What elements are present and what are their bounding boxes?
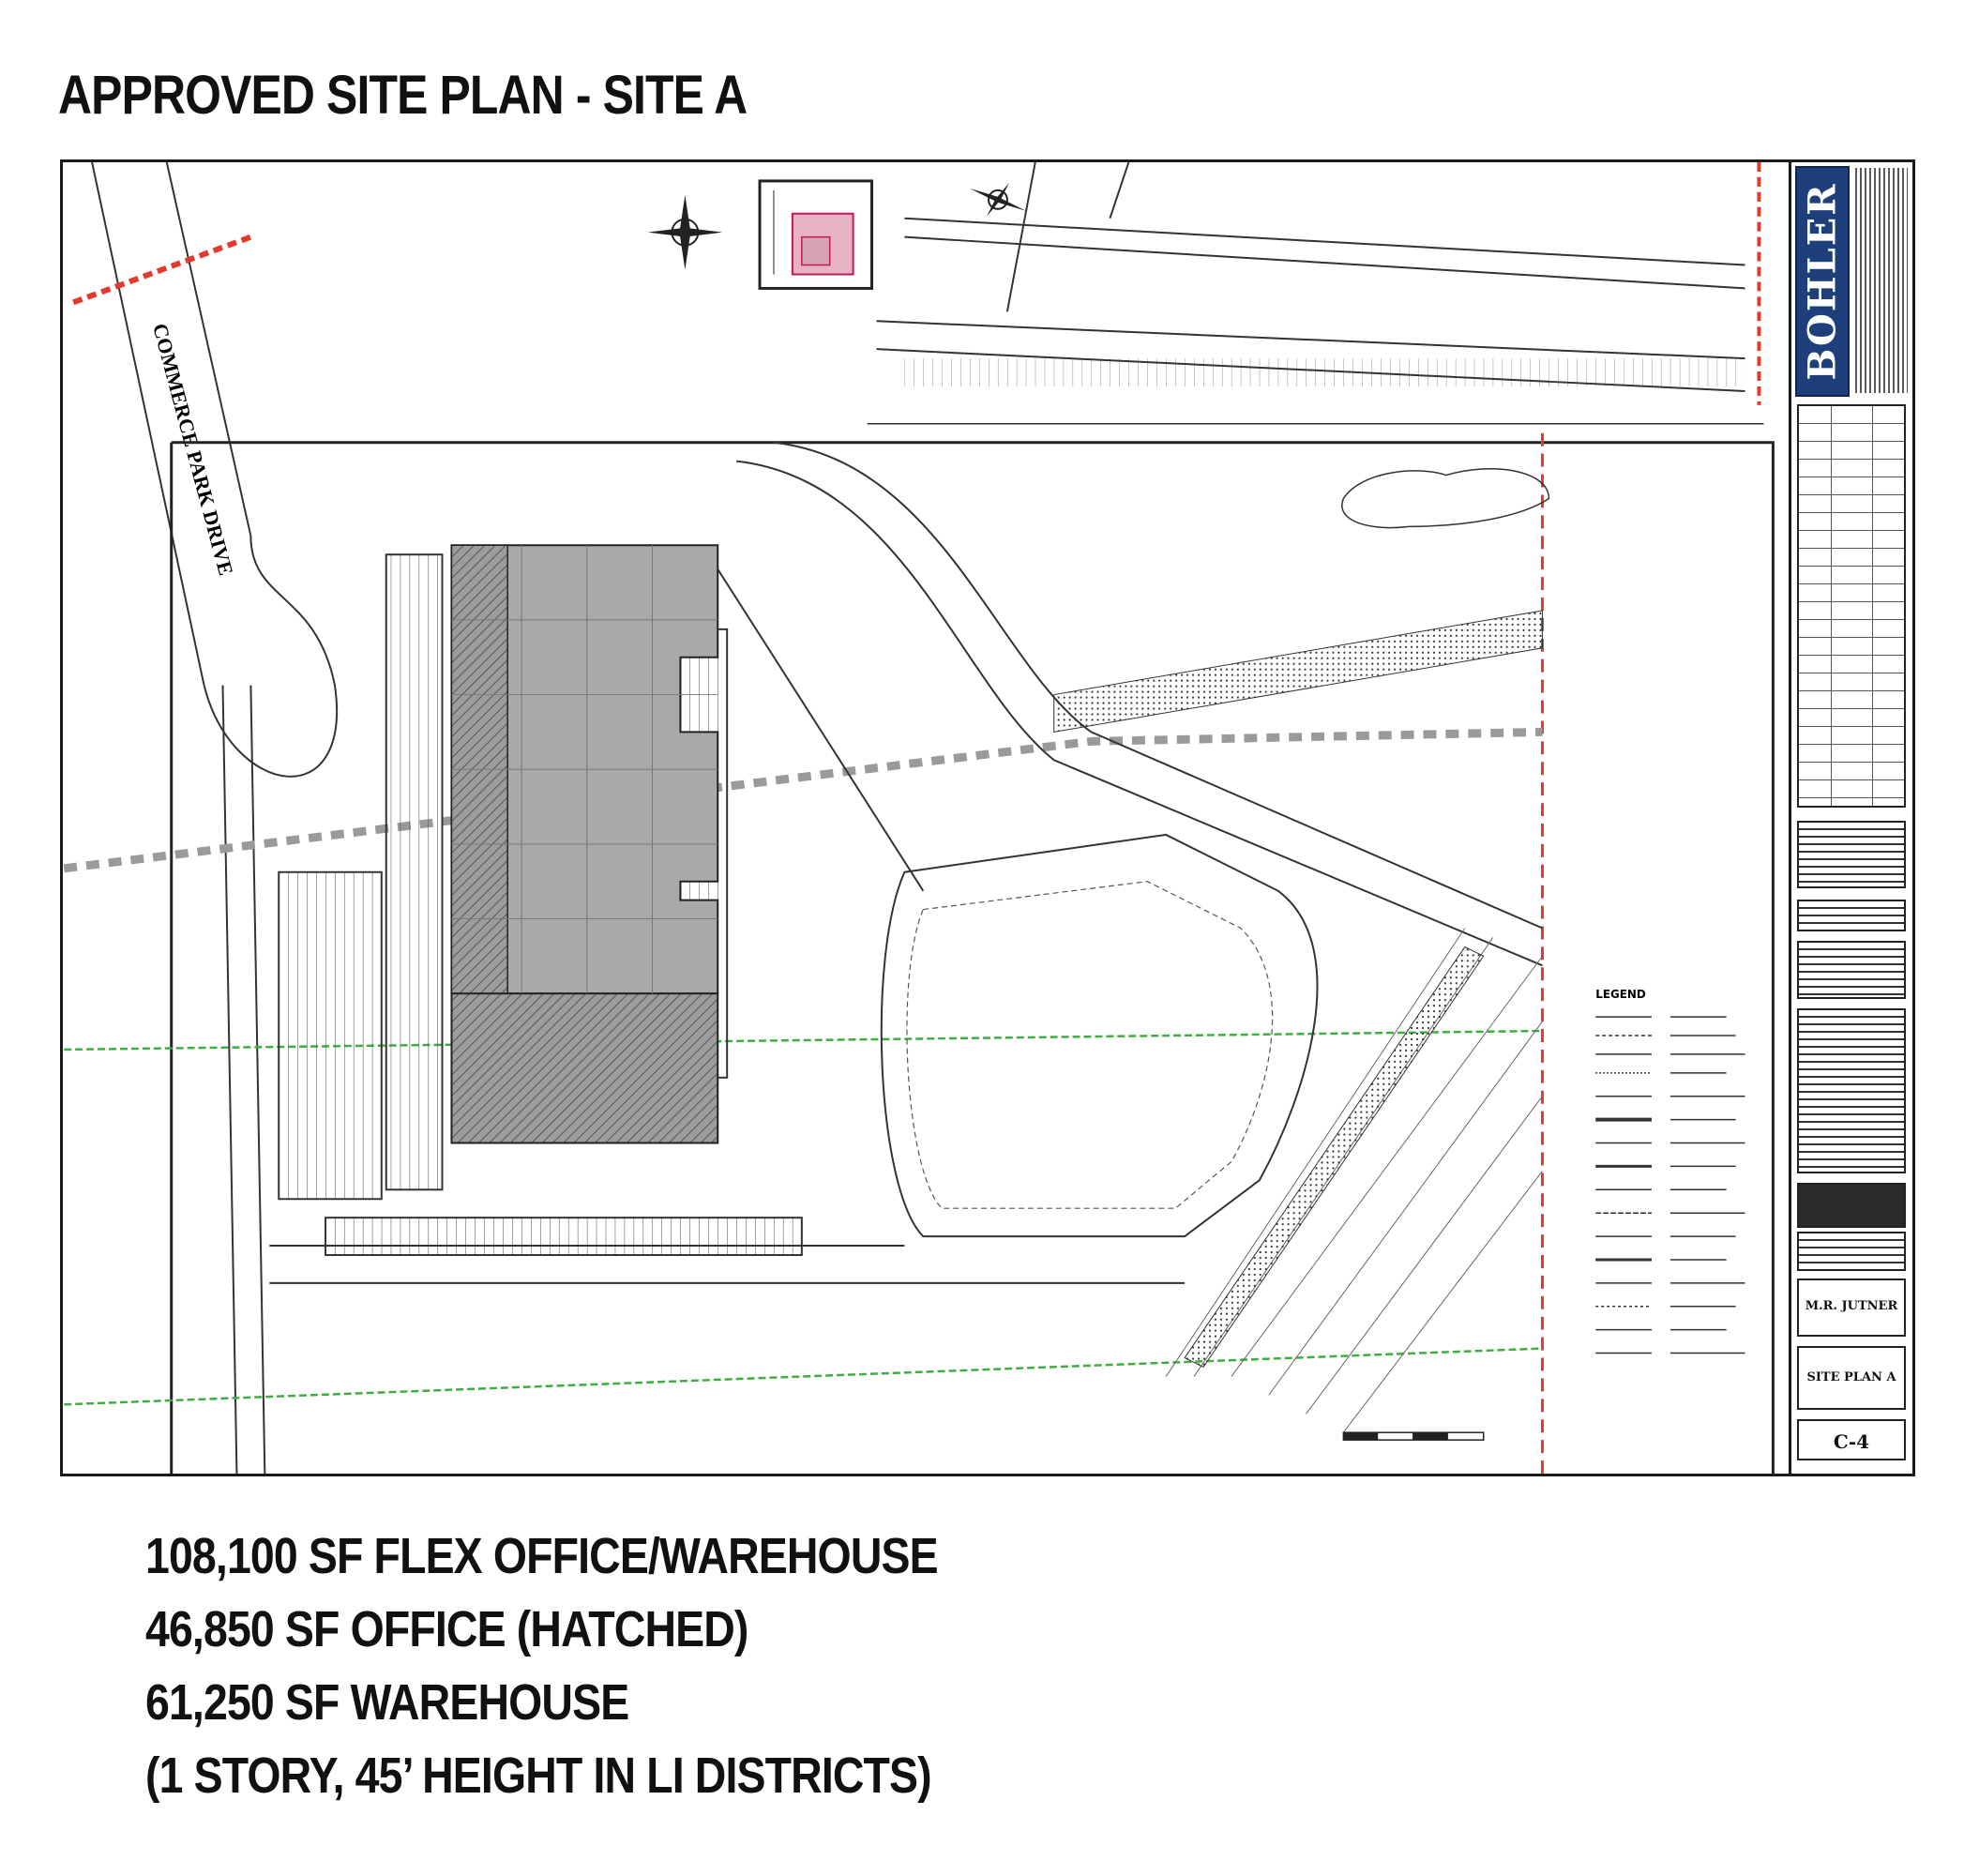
- site-plan-linework: [63, 162, 1912, 1474]
- sheet-title: SITE PLAN A: [1806, 1370, 1896, 1384]
- tree-cluster: [1342, 469, 1549, 528]
- slope-hatching: [1166, 928, 1542, 1432]
- building: [451, 545, 718, 1142]
- easement-green-south: [64, 1349, 1542, 1405]
- architect-name: M.R. JUTNER: [1805, 1299, 1898, 1313]
- sheet-number-box: [1797, 1419, 1906, 1460]
- north-arrow-icon: [648, 195, 723, 270]
- firm-name: BOHLER: [1800, 182, 1845, 381]
- detail-office-area: 46,850 SF OFFICE (HATCHED): [145, 1601, 748, 1657]
- firm-address: [1797, 1232, 1906, 1271]
- easement-gray: [64, 732, 1542, 868]
- sidewalk-strip: [1054, 611, 1543, 732]
- architect-box: [1797, 1278, 1906, 1337]
- legend-title: LEGEND: [1595, 988, 1646, 1002]
- firm-info: [1855, 168, 1908, 393]
- firm-stamp: [1797, 1183, 1906, 1228]
- west-parking: [279, 872, 382, 1200]
- title-block: [1789, 162, 1912, 1474]
- project-info: [1797, 941, 1906, 999]
- scale-bar: [1343, 1432, 1483, 1440]
- legend: [1595, 988, 1745, 1353]
- highway-hatch: [904, 358, 1745, 386]
- key-map: [760, 181, 871, 289]
- sheet-title-box: [1797, 1346, 1906, 1410]
- firm-logo: [1795, 166, 1850, 397]
- page-title: APPROVED SITE PLAN - SITE A: [58, 65, 748, 126]
- revision-table: [1797, 404, 1906, 808]
- site-plan-drawing: [60, 159, 1915, 1476]
- detail-height-note: (1 STORY, 45’ HEIGHT IN LI DISTRICTS): [145, 1747, 931, 1804]
- south-parking: [325, 1218, 802, 1255]
- north-arrow-icon: [970, 183, 1026, 217]
- approval-stamp: [1797, 900, 1906, 931]
- call-before-you-dig: [1797, 821, 1906, 888]
- detail-warehouse-area: 61,250 SF WAREHOUSE: [145, 1674, 629, 1731]
- building-front-parking: [386, 554, 443, 1189]
- detail-total-area: 108,100 SF FLEX OFFICE/WAREHOUSE: [145, 1528, 938, 1584]
- property-line-northwest: [73, 237, 250, 303]
- project-name: [1797, 1008, 1906, 1173]
- commerce-park-drive: [92, 162, 337, 1474]
- basin-contour: [907, 882, 1273, 1209]
- street-label: COMMERCE PARK DRIVE: [147, 321, 238, 578]
- sheet-number: C-4: [1833, 1430, 1870, 1453]
- slope-walk: [1185, 946, 1484, 1367]
